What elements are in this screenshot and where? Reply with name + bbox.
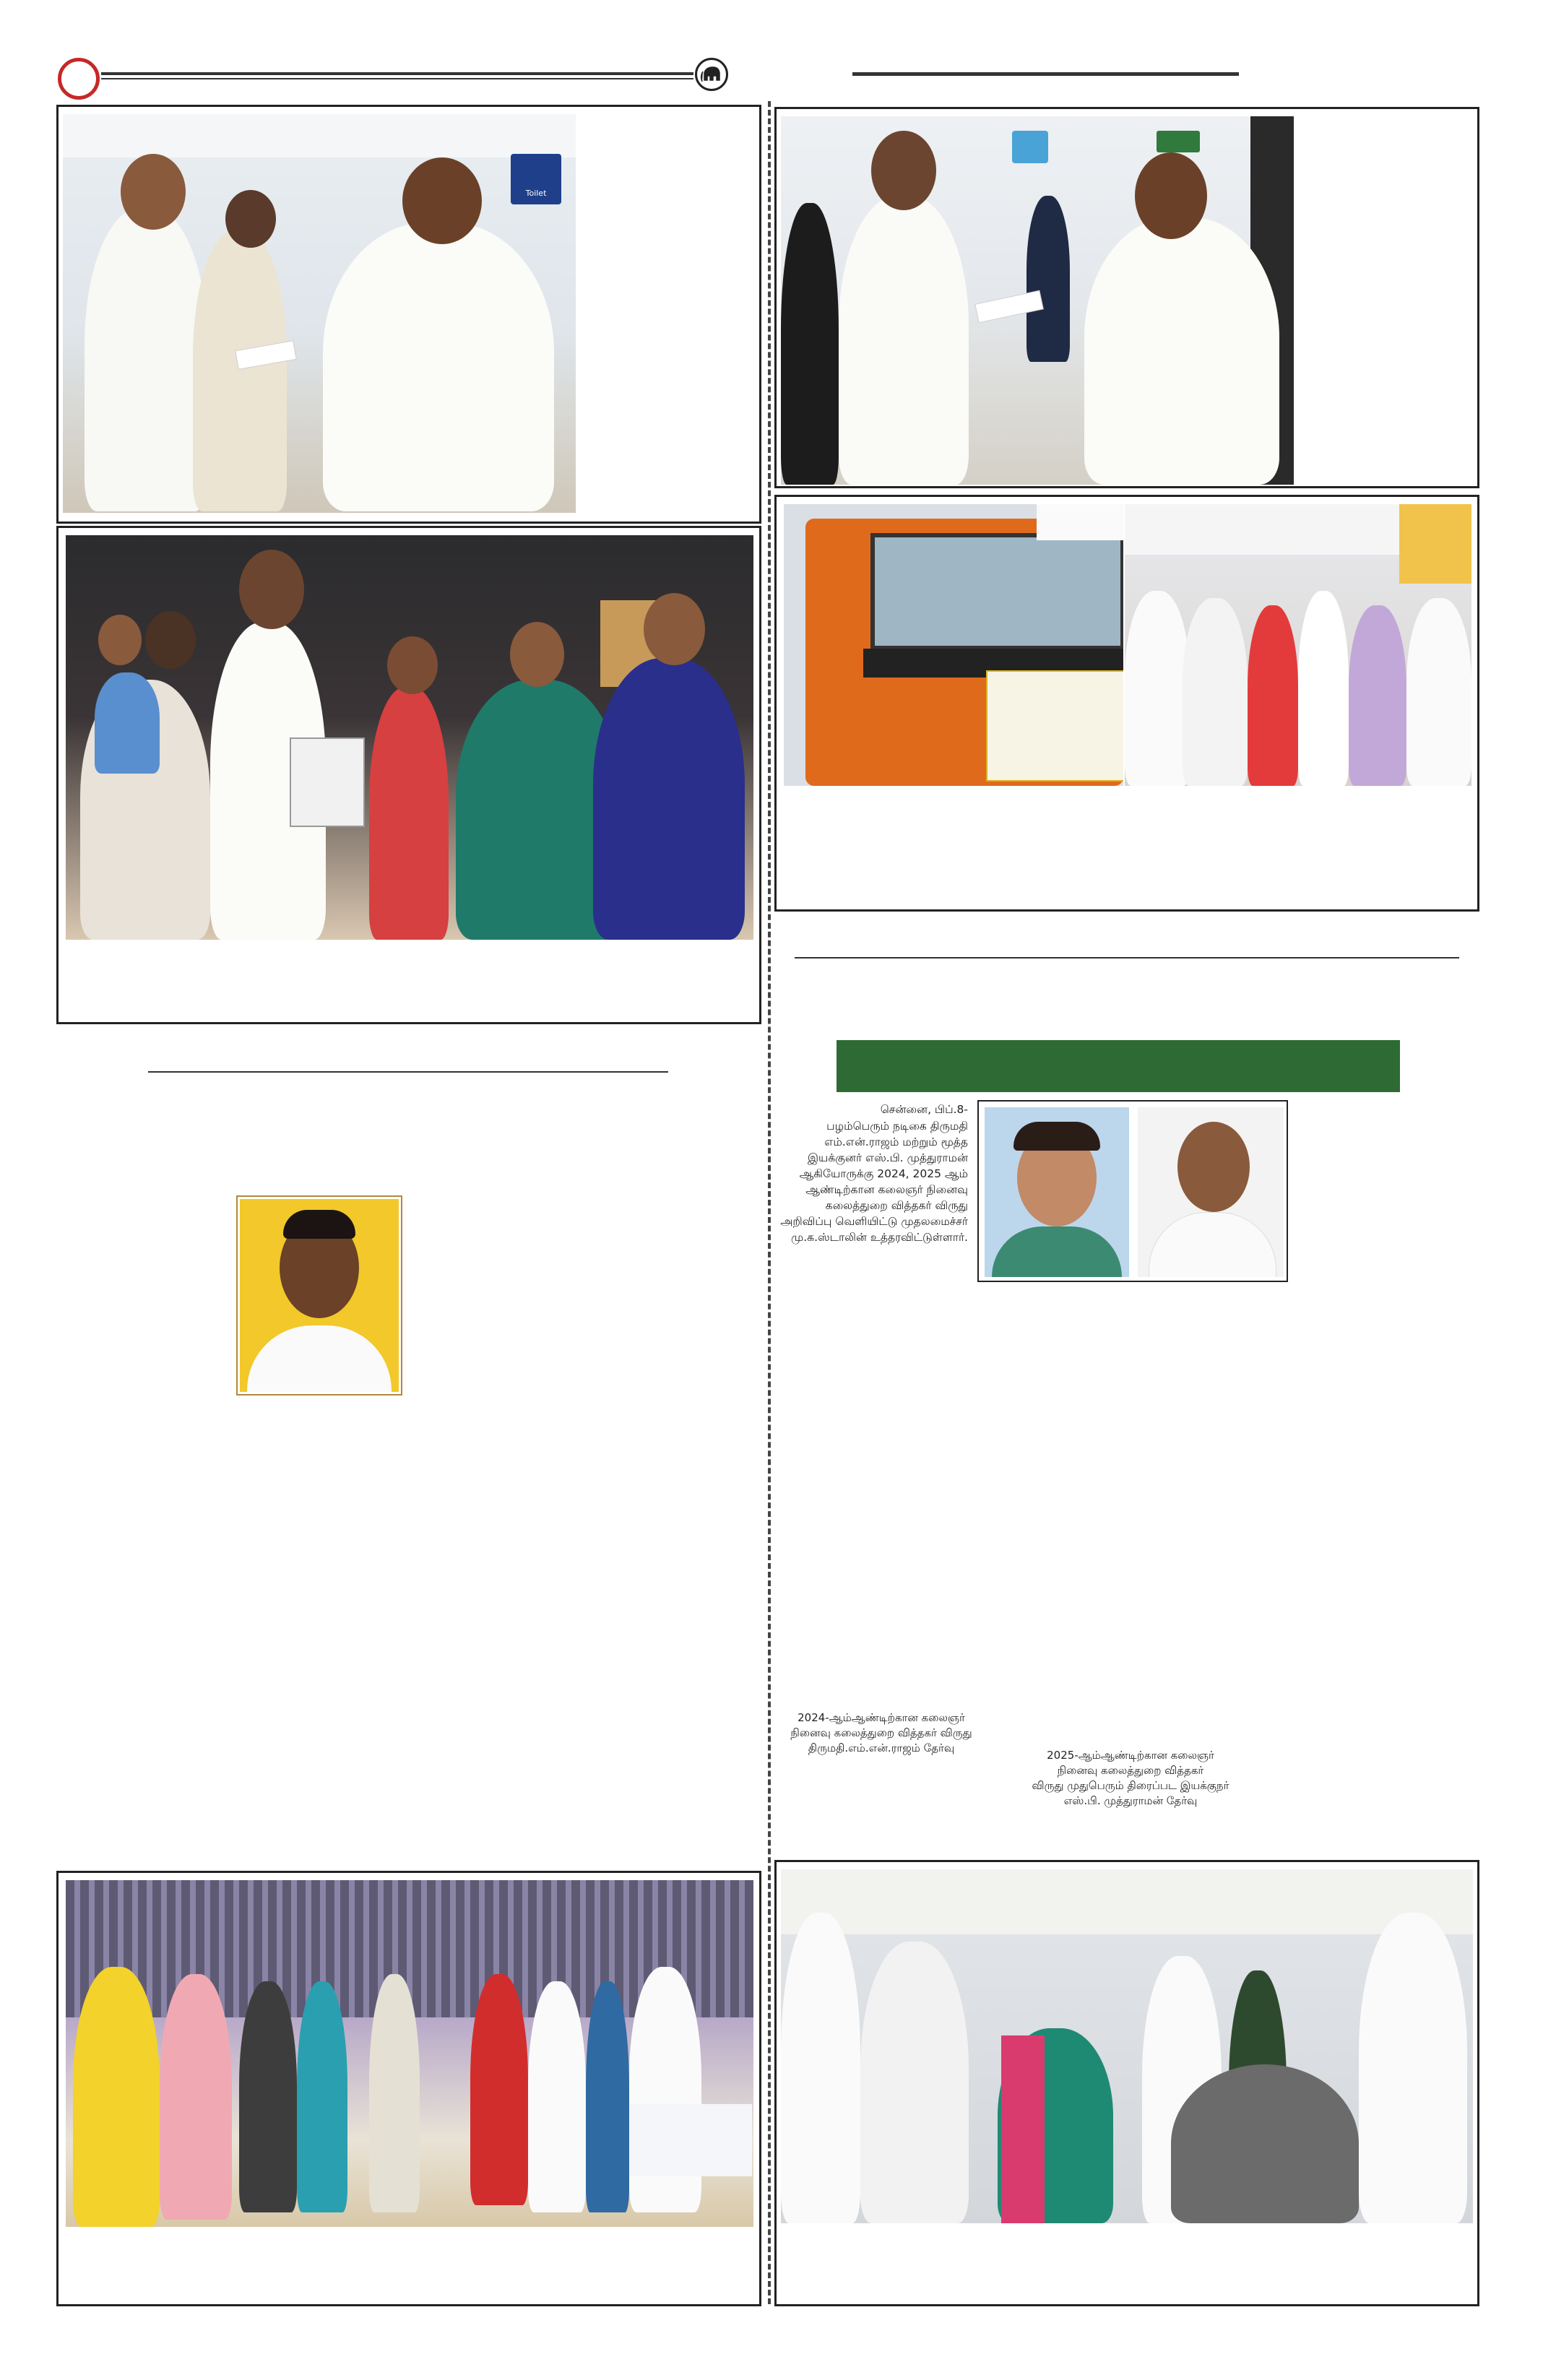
article-dateline: சென்னை, பிப்.8- <box>880 1103 968 1116</box>
header-rule-left-thin <box>101 78 693 79</box>
portrait-sp-muthuraman <box>1138 1107 1284 1277</box>
caption-2024-line2: நினைவு கலைத்துறை வித்தகர் விருது <box>790 1726 972 1739</box>
photo-ceremony-1 <box>63 114 576 513</box>
photo-frame-5 <box>56 1871 761 2306</box>
left-section-rule <box>148 1071 668 1073</box>
photo-frame-3 <box>56 526 761 1024</box>
photo-frame-6 <box>774 1860 1479 2306</box>
caption-2025-line2: நினைவு கலைத்துறை வித்தகர் <box>1057 1764 1204 1777</box>
headline-banner <box>837 1040 1400 1092</box>
photo-group-standing <box>66 1880 753 2227</box>
article-top-rule <box>795 957 1459 959</box>
caption-2025 <box>1011 1748 1250 1809</box>
portraits-frame <box>977 1100 1288 1282</box>
caption-2024-line1: 2024-ஆம்ஆண்டிற்கான கலைஞர் <box>798 1711 965 1724</box>
photo-crowd <box>1125 504 1471 786</box>
photo-truck <box>784 504 1123 786</box>
header-rule-right <box>852 72 1239 76</box>
elephant-emblem-icon <box>695 58 728 91</box>
caption-2025-line4: எஸ்.பி. முத்துராமன் தேர்வு <box>1063 1794 1198 1807</box>
header-rule-left <box>101 72 693 75</box>
toilet-sign: Toilet <box>511 154 561 204</box>
photo-frame-4 <box>774 495 1479 912</box>
caption-2025-line1: 2025-ஆம்ஆண்டிற்கான கலைஞர் <box>1047 1749 1214 1762</box>
portrait-left <box>240 1199 399 1392</box>
caption-2025-line3: விருது முதுபெரும் திரைப்பட இயக்குநர் <box>1032 1779 1229 1792</box>
portrait-mn-rajam <box>985 1107 1129 1277</box>
page-marker-circle <box>58 58 100 100</box>
photo-frame-1 <box>56 105 761 524</box>
photo-frame-2 <box>774 107 1479 488</box>
photo-ceremony-2 <box>781 116 1294 485</box>
caption-2024-line3: திருமதி.எம்.என்.ராஜம் தேர்வு <box>808 1741 955 1754</box>
caption-2024 <box>766 1710 997 1756</box>
photo-inspection <box>781 1869 1473 2223</box>
portrait-frame-left <box>236 1195 402 1395</box>
photo-family-group <box>66 535 753 940</box>
column-divider <box>768 101 771 2304</box>
truck-banner <box>986 670 1123 782</box>
article-body: பழம்பெரும் நடிகை திருமதி எம்.என்.ராஜம் மற்றும் மூத்த இயக்குனர் எஸ்.பி. முத்துராமன் ஆகியோருக்கு 2024, 2025 ஆம் ஆண்டிற்கான கலைஞர் நினைவு கலைத்துறை வித்தகர் விருது அறிவிப்பு வெளியிட்டு முதலமைச்சர் மு.க.ஸ்டாலின் உத்தரவிட்டுள்ளார். <box>780 1120 968 1244</box>
